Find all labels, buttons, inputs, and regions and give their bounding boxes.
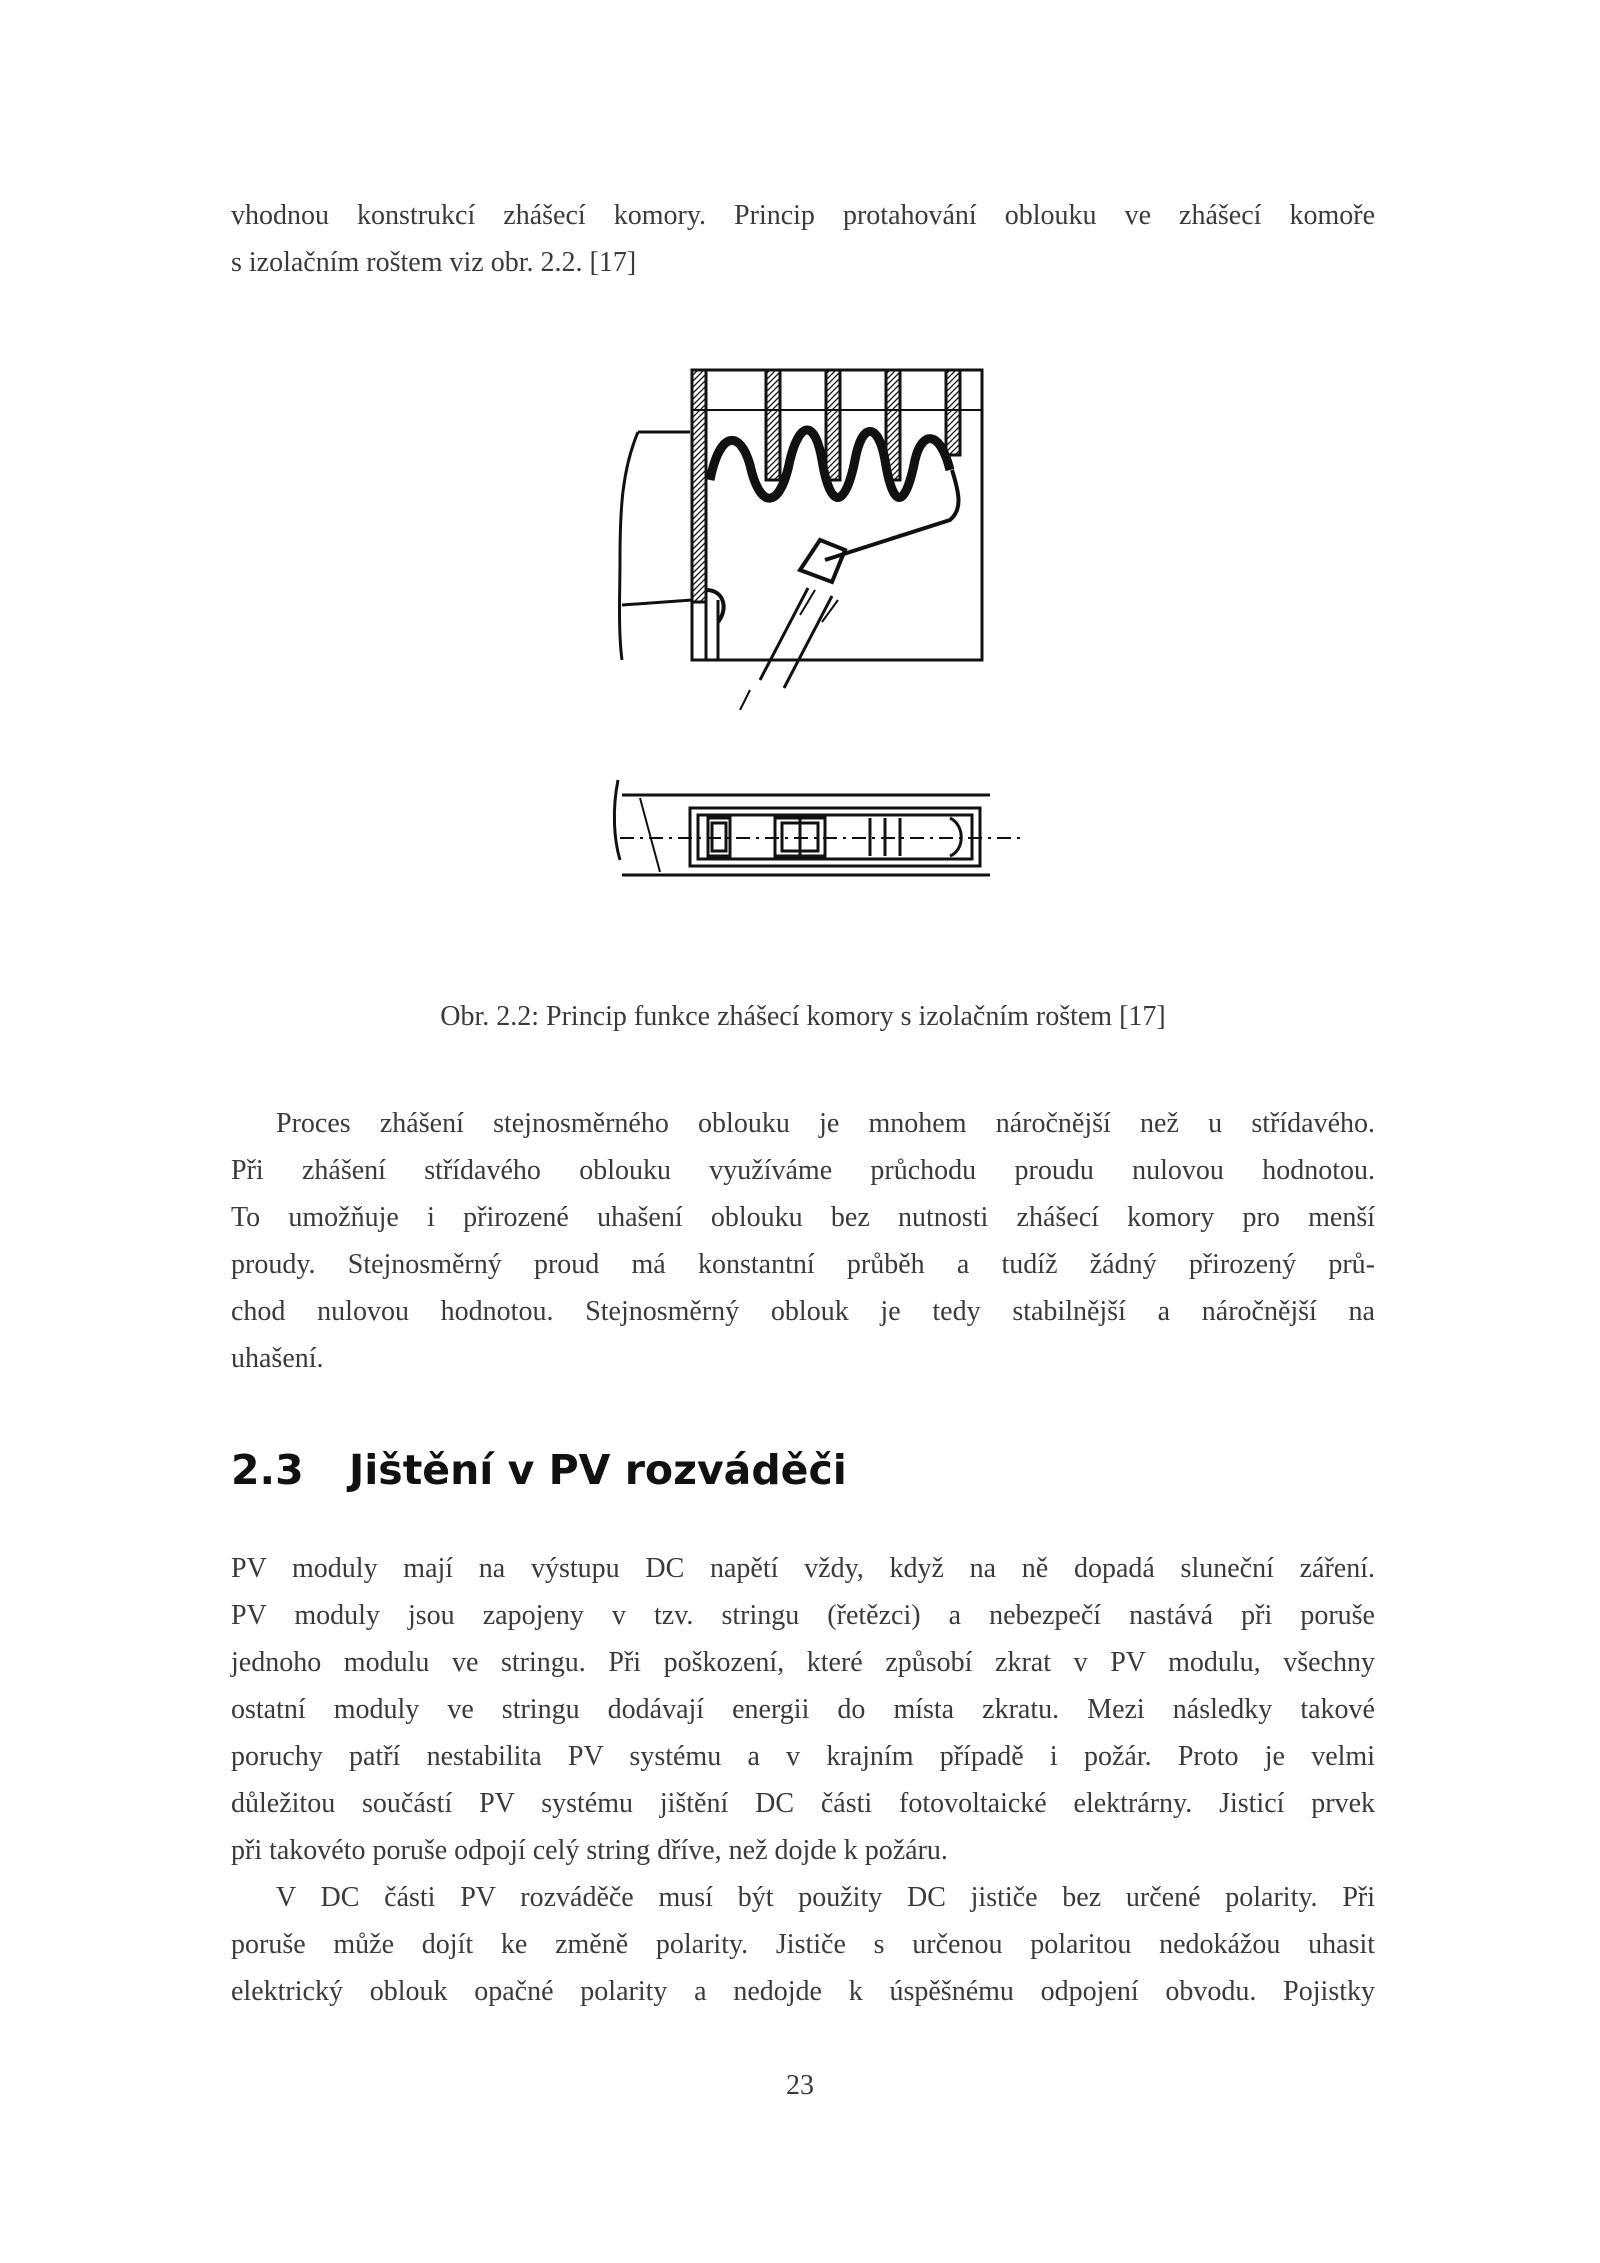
text-line: poruchy patří nestabilita PV systému a v krajním případě i požár. Proto je velmi: [231, 1741, 1375, 1772]
text-line: V DC části PV rozváděče musí být použity DC jističe bez určené polarity. Při: [276, 1882, 1375, 1913]
text-line: poruše může dojít ke změně polarity. Jističe s určenou polaritou nedokážou uhasit: [231, 1929, 1375, 1960]
section-heading: [231, 1440, 847, 1500]
paragraph-pv-2: [231, 1874, 1375, 2015]
text-line: s izolačním roštem viz obr. 2.2. [17]: [231, 247, 637, 278]
text-line: To umožňuje i přirozené uhašení oblouku bez nutnosti zhášecí komory pro menší: [231, 1202, 1375, 1233]
text-line: ostatní moduly ve stringu dodávají energii do místa zkratu. Mezi následky takové: [231, 1694, 1375, 1725]
chamber-top-view: [620, 370, 983, 710]
arc-chute-figure: [600, 360, 1020, 950]
section-number: 2.3: [231, 1446, 304, 1494]
text-line: při takovéto poruše odpojí celý string dříve, než dojde k požáru.: [231, 1835, 948, 1866]
text-line: proudy. Stejnosměrný proud má konstantní průběh a tudíž žádný přirozený prů-: [231, 1249, 1375, 1280]
paragraph-pv-1: [231, 1545, 1375, 1874]
chamber-side-view: [614, 780, 1020, 875]
section-title: Jištění v PV rozváděči: [349, 1446, 847, 1494]
text-line: důležitou součástí PV systému jištění DC části fotovoltaické elektrárny. Jisticí prvek: [231, 1788, 1375, 1819]
paragraph-dc-arc: [231, 1100, 1375, 1382]
text-line: vhodnou konstrukcí zhášecí komory. Princip protahování oblouku ve zhášecí komoře: [231, 200, 1375, 231]
intro-paragraph: [231, 192, 1375, 286]
text-line: chod nulovou hodnotou. Stejnosměrný oblouk je tedy stabilnější a náročnější na: [231, 1296, 1375, 1327]
text-line: jednoho modulu ve stringu. Při poškození, které způsobí zkrat v PV modulu, všechny: [231, 1647, 1375, 1678]
text-line: uhašení.: [231, 1343, 324, 1374]
text-line: PV moduly jsou zapojeny v tzv. stringu (řetězci) a nebezpečí nastává při poruše: [231, 1600, 1375, 1631]
text-line: Při zhášení střídavého oblouku využíváme průchodu proudu nulovou hodnotou.: [231, 1155, 1375, 1186]
text-line: Proces zhášení stejnosměrného oblouku je mnohem náročnější než u střídavého.: [276, 1108, 1375, 1139]
text-line: elektrický oblouk opačné polarity a nedojde k úspěšnému odpojení obvodu. Pojistky: [231, 1976, 1375, 2007]
text-line: PV moduly mají na výstupu DC napětí vždy, když na ně dopadá sluneční záření.: [231, 1553, 1375, 1584]
page-number: 23: [786, 2070, 814, 2101]
figure-caption: Obr. 2.2: Princip funkce zhášecí komory s izolačním roštem [17]: [440, 1001, 1166, 1032]
